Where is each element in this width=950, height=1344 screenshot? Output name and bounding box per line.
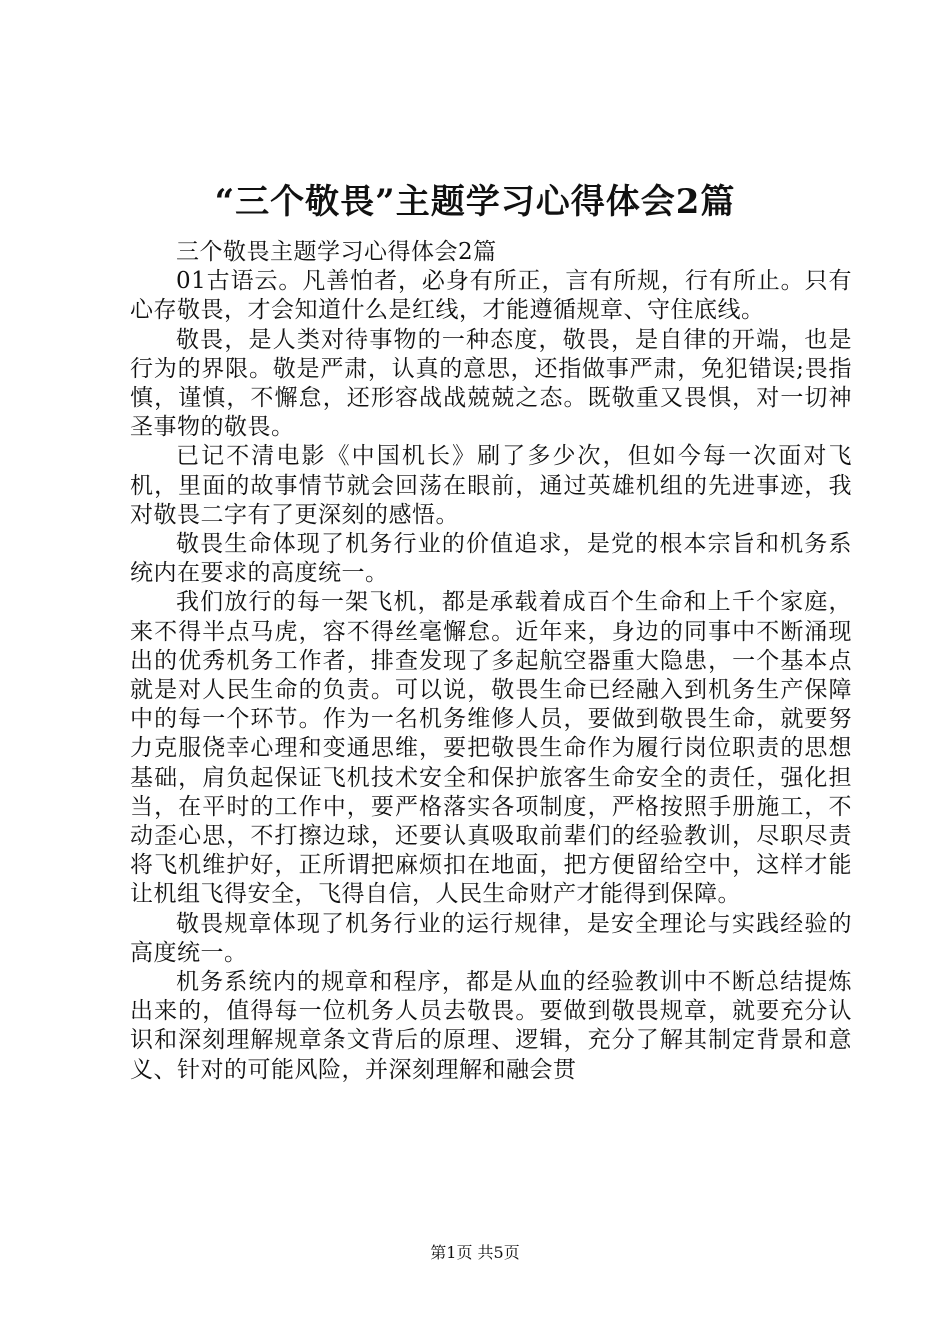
paragraph-5: 我们放行的每一架飞机，都是承载着成百个生命和上千个家庭，来不得半点马虎，容不得丝毫懈怠。近年来，身边的同事中不断涌现出的优秀机务工作者，排查发现了多起航空器重大隐患，一个基本点就是对人民生命的负责。可以说，敬畏生命已经融入到机务生产保障中的每一个环节。作为一名机务维修人员，要做到敬畏生命，就要努力克服侥幸心理和变通思维，要把敬畏生命作为履行岗位职责的思想基础，肩负起保证飞机技术安全和保护旅客生命安全的责任，强化担当，在平时的工作中，要严格落实各项制度，严格按照手册施工，不动歪心思，不打擦边球，还要认真吸取前辈们的经验教训，尽职尽责将飞机维护好，正所谓把麻烦扣在地面，把方便留给空中，这样才能让机组飞得安全，飞得自信，人民生命财产才能得到保障。 <box>130 589 852 908</box>
paragraph-1: 01古语云。凡善怕者，必身有所正，言有所规，行有所止。只有心存敬畏，才会知道什么是红线，才能遵循规章、守住底线。 <box>130 268 852 324</box>
page-footer: 第1页 共5页 <box>430 1243 520 1262</box>
paragraph-6: 敬畏规章体现了机务行业的运行规律，是安全理论与实践经验的高度统一。 <box>130 910 852 966</box>
paragraph-subtitle: 三个敬畏主题学习心得体会2篇 <box>176 239 497 265</box>
paragraph-7: 机务系统内的规章和程序，都是从血的经验教训中不断总结提炼出来的，值得每一位机务人员去敬畏。要做到敬畏规章，就要充分认识和深刻理解规章条文背后的原理、逻辑，充分了解其制定背景和意义、针对的可能风险，并深刻理解和融会贯 <box>130 969 852 1083</box>
document-title: “三个敬畏”主题学习心得体会2篇 <box>214 182 736 222</box>
paragraph-3: 已记不清电影《中国机长》刷了多少次，但如今每一次面对飞机，里面的故事情节就会回荡在眼前，通过英雄机组的先进事迹，我对敬畏二字有了更深刻的感悟。 <box>130 443 852 528</box>
paragraph-2: 敬畏，是人类对待事物的一种态度，敬畏，是自律的开端，也是行为的界限。敬是严肃，认真的意思，还指做事严肃，免犯错误;畏指慎，谨慎，不懈怠，还形容战战兢兢之态。既敬重又畏惧，对一切神圣事物的敬畏。 <box>130 326 852 441</box>
paragraph-4: 敬畏生命体现了机务行业的价值追求，是党的根本宗旨和机务系统内在要求的高度统一。 <box>130 531 852 587</box>
document-body <box>130 238 852 1085</box>
